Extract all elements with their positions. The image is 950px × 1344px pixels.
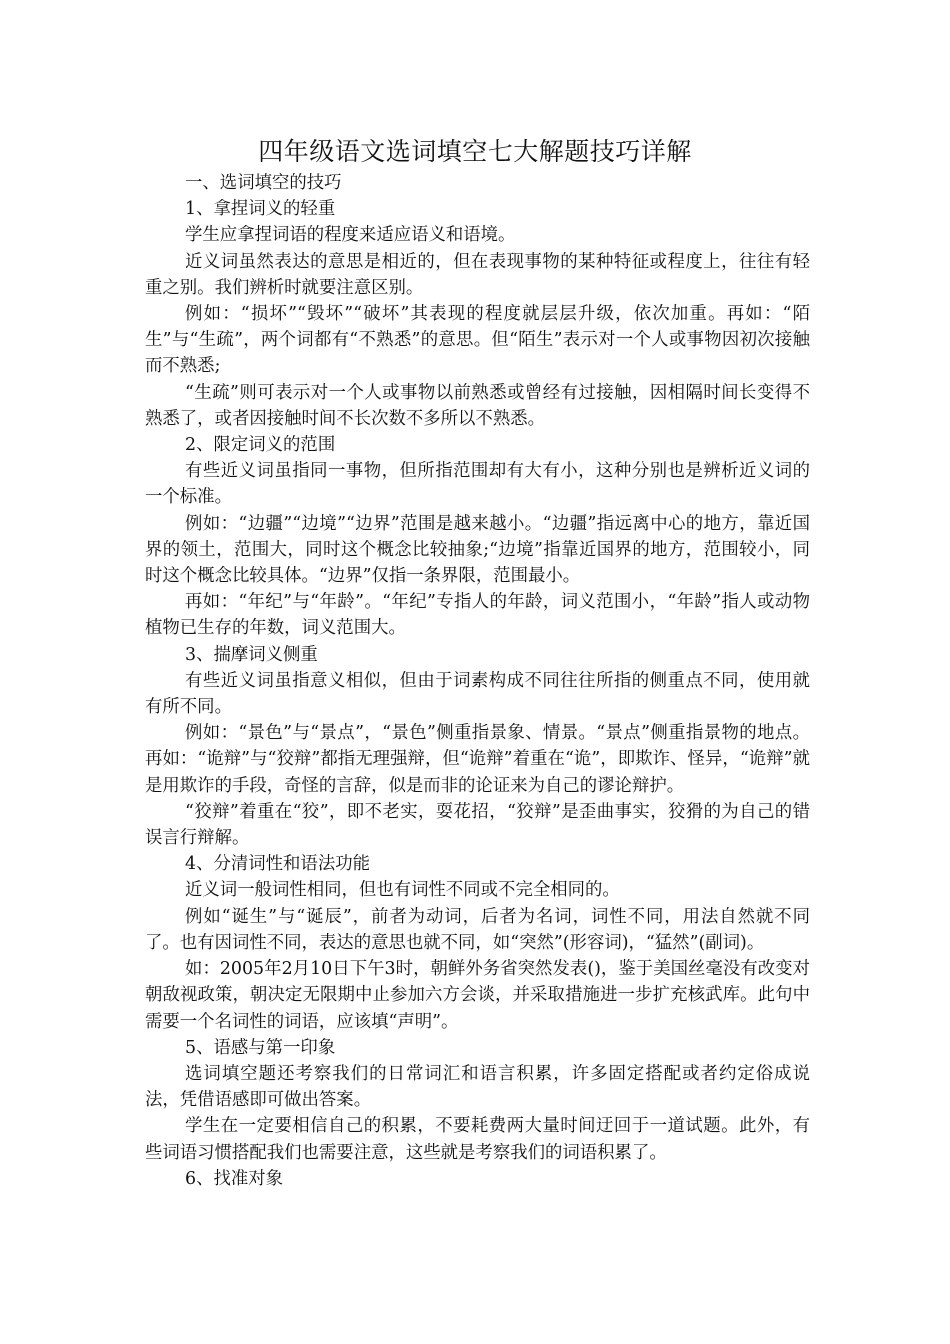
- body-paragraph: 例如：“景色”与“景点”，“景色”侧重指景象、情景。“景点”侧重指景物的地点。再如：“诡辩”与“狡辩”都指无理强辩，但“诡辩”着重在“诡”，即欺诈、怪异，“诡辩”就是用欺诈的手段，奇怪的言辞，似是而非的论证来为自己的谬论辩护。: [145, 723, 810, 796]
- body-paragraph: 如：2005年2月10日下午3时，朝鲜外务省突然发表()，鉴于美国丝毫没有改变对朝敌视政策，朝决定无限期中止参加六方会谈，并采取措施进一步扩充核武库。此句中需要一个名词性的词语，应该填“声明”。: [145, 959, 810, 1032]
- subsection-heading: 4、分清词性和语法功能: [185, 854, 370, 875]
- body-paragraph: 再如：“年纪”与“年龄”。“年纪”专指人的年龄，词义范围小，“年龄”指人或动物植物已生存的年数，词义范围大。: [145, 592, 810, 639]
- body-paragraph: 近义词一般词性相同，但也有词性不同或不完全相同的。: [185, 880, 620, 901]
- subsection-heading: 2、限定词义的范围: [185, 435, 336, 456]
- body-paragraph: 有些近义词虽指意义相似，但由于词素构成不同往往所指的侧重点不同，使用就有所不同。: [145, 670, 810, 718]
- body-paragraph: 近义词虽然表达的意思是相近的，但在表现事物的某种特征或程度上，往往有轻重之别。我们辨析时就要注意区别。: [145, 251, 810, 298]
- subsection-heading: 5、语感与第一印象: [185, 1037, 336, 1058]
- body-paragraph: “狡辩”着重在“狡”，即不老实，耍花招，“狡辩”是歪曲事实，狡猾的为自己的错误言行辩解。: [145, 801, 810, 849]
- section-heading: 一、选词填空的技巧: [185, 173, 342, 193]
- body-paragraph: 选词填空题还考察我们的日常词汇和语言积累，许多固定搭配或者约定俗成说法，凭借语感即可做出答案。: [145, 1063, 810, 1111]
- subsection-heading: 1、拿捏词义的轻重: [185, 199, 336, 220]
- document-title: 四年级语文选词填空七大解题技巧详解: [258, 137, 692, 166]
- body-paragraph: 例如：“边疆”“边境”“边界”范围是越来越小。“边疆”指远离中心的地方，靠近国界的领土，范围大，同时这个概念比较抽象;“边境”指靠近国界的地方，范围较小，同时这个概念比较具体。“边界”仅指一条界限，范围最小。: [145, 513, 810, 587]
- body-paragraph: 有些近义词虽指同一事物，但所指范围却有大有小，这种分别也是辨析近义词的一个标准。: [145, 461, 810, 508]
- body-paragraph: “生疏”则可表示对一个人或事物以前熟悉或曾经有过接触，因相隔时间长变得不熟悉了，或者因接触时间不长次数不多所以不熟悉。: [145, 382, 810, 429]
- body-paragraph: 例如：“损坏”“毁坏”“破坏”其表现的程度就层层升级，依次加重。再如：“陌生”与“生疏”，两个词都有“不熟悉”的意思。但“陌生”表示对一个人或事物因初次接触而不熟悉;: [145, 304, 810, 377]
- body-paragraph: 例如“诞生”与“诞辰”，前者为动词，后者为名词，词性不同，用法自然就不同了。也有因词性不同，表达的意思也就不同，如“突然”(形容词)，“猛然”(副词)。: [145, 906, 810, 953]
- body-paragraph: 学生在一定要相信自己的积累，不要耗费两大量时间迂回于一道试题。此外，有些词语习惯搭配我们也需要注意，这些就是考察我们的词语积累了。: [145, 1116, 810, 1163]
- body-paragraph: 学生应拿捏词语的程度来适应语义和语境。: [185, 225, 516, 246]
- document-body: [145, 170, 810, 1192]
- subsection-heading: 6、找准对象: [185, 1168, 284, 1189]
- subsection-heading: 3、揣摩词义侧重: [185, 644, 318, 665]
